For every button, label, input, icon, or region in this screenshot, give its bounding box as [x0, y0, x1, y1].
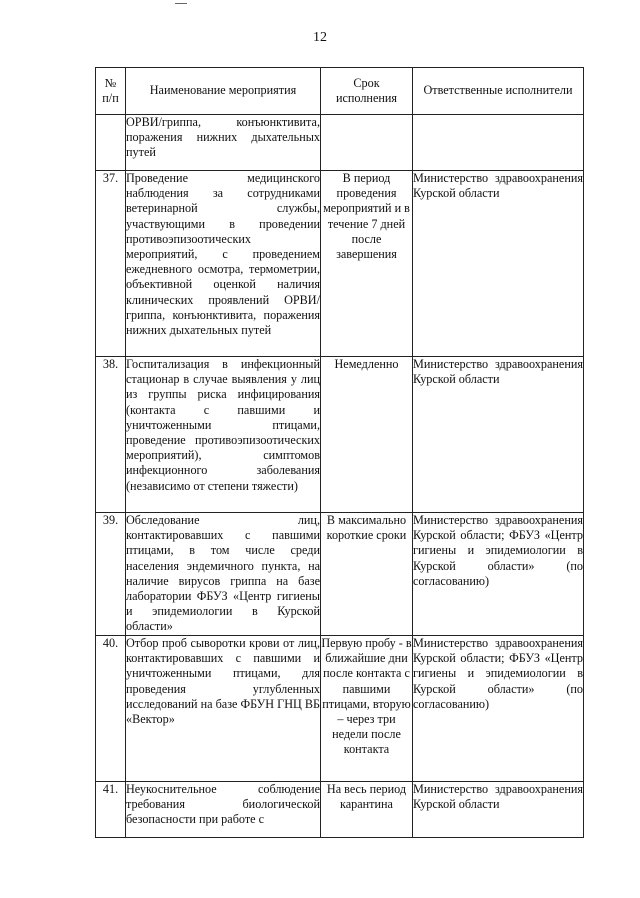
- table-row: [96, 171, 584, 357]
- deadline: В период проведения мероприятий и в течение 7 дней после завершения: [321, 171, 413, 357]
- table-row: [96, 636, 584, 782]
- deadline: На весь период карантина: [321, 782, 413, 838]
- row-number: 40.: [96, 636, 126, 782]
- table-header-row: [96, 68, 584, 115]
- row-number: 37.: [96, 171, 126, 357]
- measure-name: Отбор проб сыворотки крови от лиц, контактировавших с павшими и уничтоженными птицами, для проведения углубленных исследований на базе ФБУН ГНЦ ВБ «Вектор»: [126, 636, 321, 782]
- deadline: В максимально короткие сроки: [321, 513, 413, 636]
- row-number: 39.: [96, 513, 126, 636]
- scan-mark: [175, 3, 187, 4]
- table-row: [96, 782, 584, 838]
- responsible: Министерство здравоохранения Курской области: [413, 357, 584, 513]
- responsible: Министерство здравоохранения Курской области; ФБУЗ «Центр гигиены и эпидемиологии в Курской области» (по согласованию): [413, 513, 584, 636]
- row-number: [96, 115, 126, 171]
- responsible: Министерство здравоохранения Курской области: [413, 782, 584, 838]
- measure-name: Обследование лиц, контактировавших с павшими птицами, в том числе среди населения эндемичного пункта, на наличие вирусов гриппа на базе лаборатории ФБУЗ «Центр гигиены и эпидемиологии в Курской области»: [126, 513, 321, 636]
- responsible: Министерство здравоохранения Курской области: [413, 171, 584, 357]
- page-number: 12: [313, 30, 327, 45]
- measures-table: [95, 67, 584, 838]
- measure-name: Проведение медицинского наблюдения за сотрудниками ветеринарной службы, участвующими в проведении противоэпизоотических мероприятий, с проведением ежедневного осмотра, термометрии, объективной оценкой наличия клинических проявлений ОРВИ/гриппа, конъюнктивита, поражения нижних дыхательных путей: [126, 171, 321, 357]
- table-row: [96, 357, 584, 513]
- measure-name: Неукоснительное соблюдение требования биологической безопасности при работе с: [126, 782, 321, 838]
- header-responsible: Ответственные исполнители: [413, 68, 584, 115]
- header-number: № п/п: [96, 68, 126, 115]
- row-number: 38.: [96, 357, 126, 513]
- responsible: [413, 115, 584, 171]
- header-measure-name: Наименование мероприятия: [126, 68, 321, 115]
- row-number: 41.: [96, 782, 126, 838]
- measure-name: ОРВИ/гриппа, конъюнктивита, поражения нижних дыхательных путей: [126, 115, 321, 171]
- deadline: Немедленно: [321, 357, 413, 513]
- table-row: [96, 115, 584, 171]
- measure-name: Госпитализация в инфекционный стационар в случае выявления у лиц из группы риска инфицирования (контакта с павшими и уничтоженными птицами, проведение противоэпизоотических мероприятий), симптомов инфекционного заболевания (независимо от степени тяжести): [126, 357, 321, 513]
- table-row: [96, 513, 584, 636]
- deadline: [321, 115, 413, 171]
- header-deadline: Срок исполнения: [321, 68, 413, 115]
- deadline: Первую пробу - в ближайшие дни после контакта с павшими птицами, вторую – через три недели после контакта: [321, 636, 413, 782]
- responsible: Министерство здравоохранения Курской области; ФБУЗ «Центр гигиены и эпидемиологии в Курской области» (по согласованию): [413, 636, 584, 782]
